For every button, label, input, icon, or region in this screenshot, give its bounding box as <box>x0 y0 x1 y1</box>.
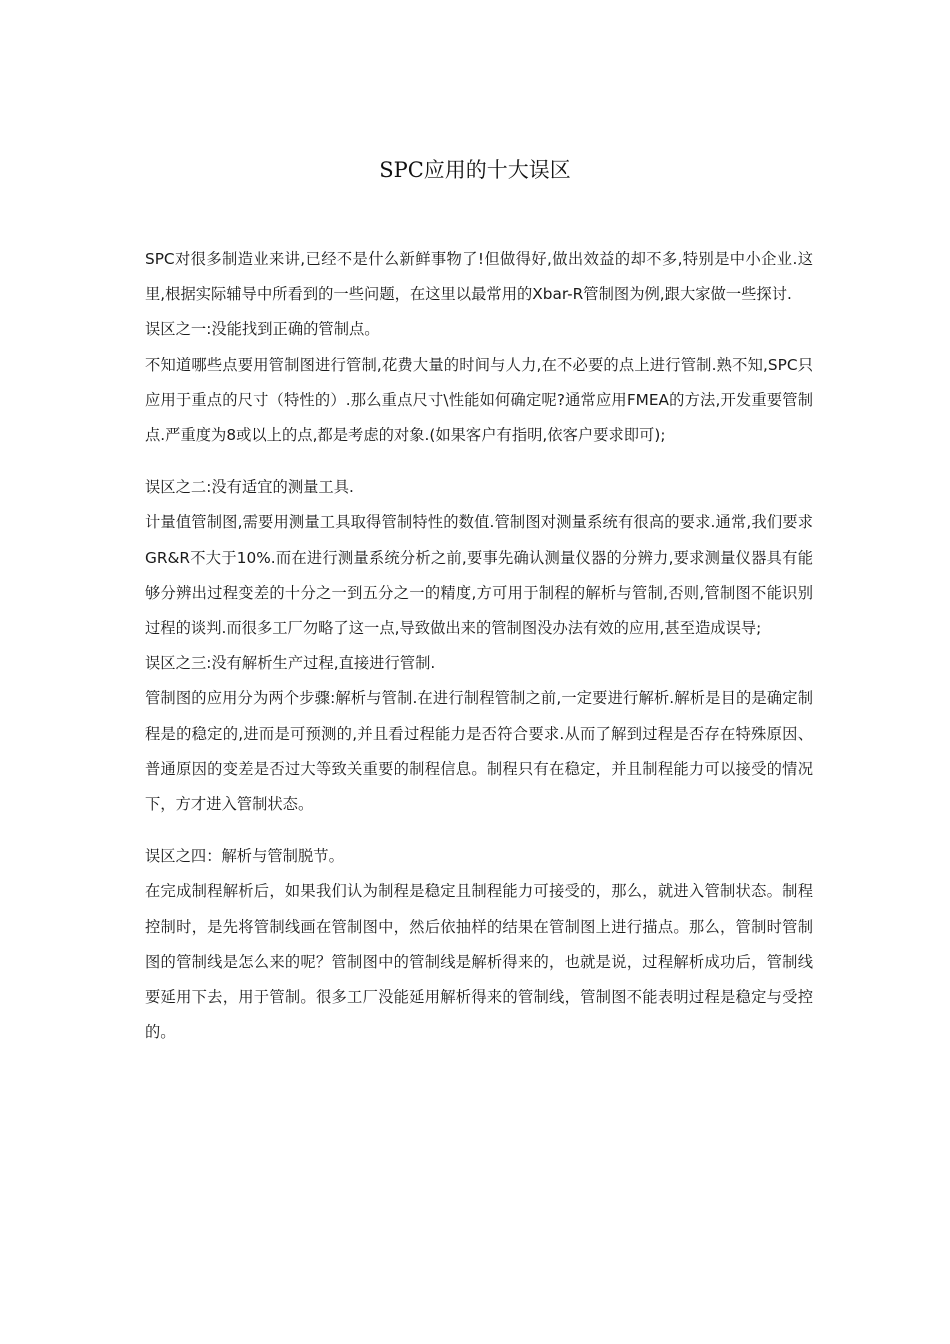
section-heading-3: 误区之三:没有解析生产过程,直接进行管制. <box>145 654 436 673</box>
document-title: SPC应用的十大误区 <box>379 158 571 182</box>
paragraph-gap <box>145 453 813 470</box>
section-heading-2: 误区之二:没有适宜的测量工具. <box>145 478 354 497</box>
section-heading-1: 误区之一:没能找到正确的管制点。 <box>145 320 380 339</box>
intro-paragraph: SPC对很多制造业来讲,已经不是什么新鲜事物了!但做得好,做出效益的却不多,特别是中小企业.这里,根据实际辅导中所看到的一些问题，在这里以最常用的Xbar-R管制图为例,跟大家做一些探讨. <box>145 250 813 304</box>
section-body-1: 不知道哪些点要用管制图进行管制,花费大量的时间与人力,在不必要的点上进行管制.熟不知,SPC只应用于重点的尺寸（特性的）.那么重点尺寸\性能如何确定呢?通常应用FMEA的方法,开发重要管制点.严重度为8或以上的点,都是考虑的对象.(如果客户有指明,依客户要求即可); <box>145 355 813 445</box>
paragraph-gap <box>145 822 813 839</box>
document-body <box>145 242 813 1050</box>
section-body-2: 计量值管制图,需要用测量工具取得管制特性的数值.管制图对测量系统有很高的要求.通常,我们要求GR&R不大于10%.而在进行测量系统分析之前,要事先确认测量仪器的分辨力,要求测量仪器具有能够分辨出过程变差的十分之一到五分之一的精度,方可用于制程的解析与管制,否则,管制图不能识别过程的谈判.而很多工厂勿略了这一点,导致做出来的管制图没办法有效的应用,甚至造成误导; <box>145 513 813 638</box>
section-body-4: 在完成制程解析后，如果我们认为制程是稳定且制程能力可接受的，那么，就进入管制状态。制程控制时，是先将管制线画在管制图中，然后依抽样的结果在管制图上进行描点。那么，管制时管制图的管制线是怎么来的呢？管制图中的管制线是解析得来的，也就是说，过程解析成功后，管制线要延用下去，用于管制。很多工厂没能延用解析得来的管制线，管制图不能表明过程是稳定与受控的。 <box>145 882 813 1042</box>
section-body-3: 管制图的应用分为两个步骤:解析与管制.在进行制程管制之前,一定要进行解析.解析是目的是确定制程是的稳定的,进而是可预测的,并且看过程能力是否符合要求.从而了解到过程是否存在特殊原因、普通原因的变差是否过大等致关重要的制程信息。制程只有在稳定，并且制程能力可以接受的情况下，方才进入管制状态。 <box>145 689 813 814</box>
section-heading-4: 误区之四：解析与管制脱节。 <box>145 847 344 866</box>
